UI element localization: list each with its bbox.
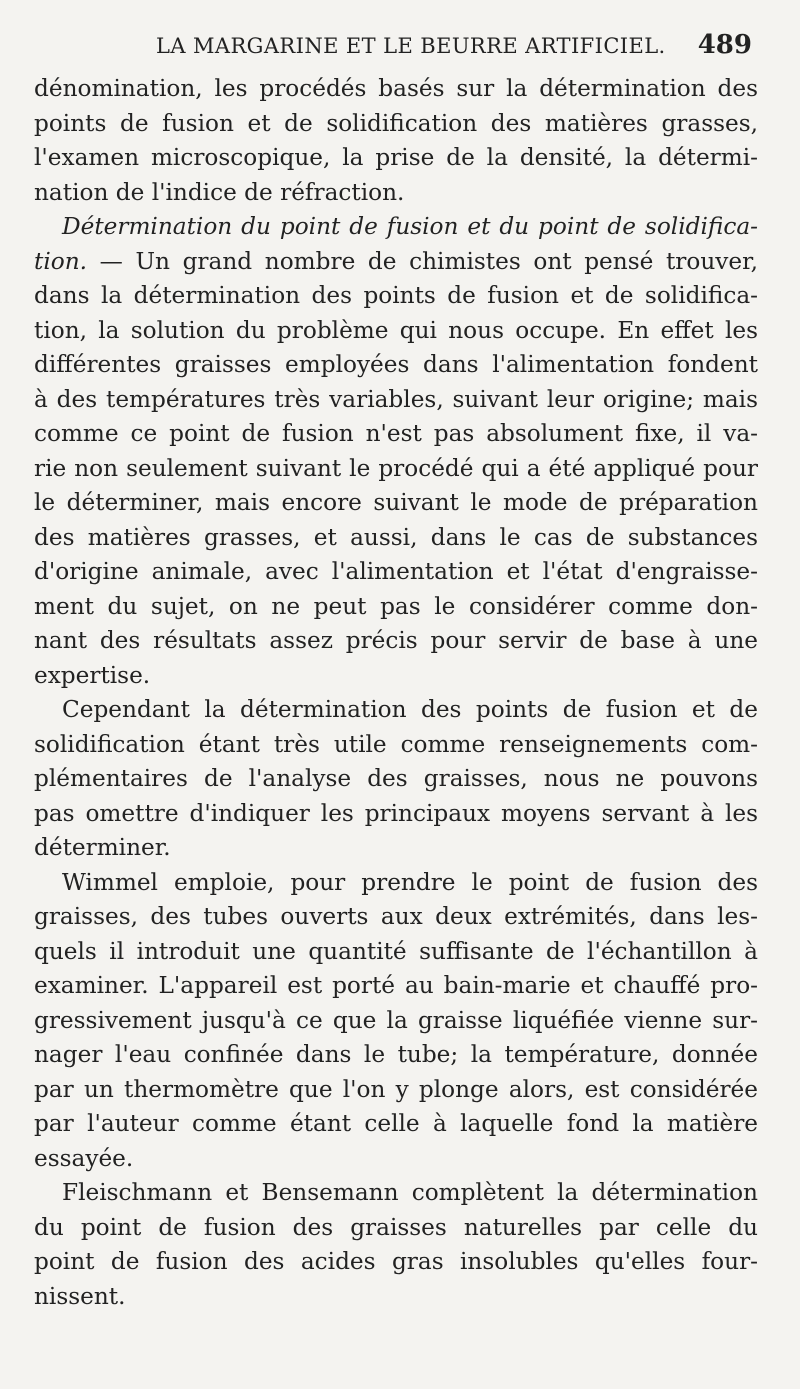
text-line — [34, 107, 758, 142]
text-line-content: des matières grasses, et aussi, dans le cas de substances — [34, 523, 758, 551]
text-line — [34, 762, 758, 797]
running-title: LA MARGARINE ET LE BEURRE ARTIFICIEL. — [156, 34, 666, 58]
section-heading: Détermination du point de fusion et du point de solidifica- — [62, 213, 758, 240]
text-line-content: le déterminer, mais encore suivant le mode de préparation — [34, 489, 758, 516]
text-line-content: Fleischmann et Bensemann complètent la détermination — [62, 1179, 758, 1206]
text-line — [34, 1176, 758, 1211]
text-line — [34, 1004, 758, 1039]
text-line-content: expertise. — [34, 661, 151, 689]
text-line-content: déterminer. — [34, 834, 171, 861]
text-line-content: d'origine animale, avec l'alimentation et l'état d'engraisse- — [34, 558, 758, 585]
text-line — [34, 314, 758, 349]
text-line-content: quels il introduit une quantité suffisante de l'échantillon à — [34, 937, 758, 965]
text-line-content: nant des résultats assez précis pour servir de base à une — [34, 627, 758, 654]
text-line-content: dans la détermination des points de fusion et de solidifica- — [34, 282, 758, 309]
text-line-content: nation de l'indice de réfraction. — [34, 178, 405, 206]
text-line-content: Cependant la détermination des points de fusion et de — [62, 696, 758, 723]
text-line — [34, 521, 758, 556]
text-line — [34, 659, 758, 694]
text-line — [34, 1245, 758, 1280]
text-line — [34, 555, 758, 590]
text-line-content: essayée. — [34, 1144, 134, 1172]
text-line — [34, 245, 758, 280]
text-line — [34, 1280, 758, 1315]
text-line-content: graisses, des tubes ouverts aux deux extrémités, dans les- — [34, 903, 758, 930]
text-line-content: tion, la solution du problème qui nous occupe. En effet les — [34, 316, 758, 344]
text-line — [34, 866, 758, 901]
text-line-content: différentes graisses employées dans l'alimentation fondent — [34, 351, 758, 378]
text-line — [34, 624, 758, 659]
text-line-content: du point de fusion des graisses naturelles par celle du — [34, 1213, 758, 1241]
text-line — [34, 693, 758, 728]
text-line-content: rie non seulement suivant le procédé qui a été appliqué pour — [34, 454, 758, 482]
text-line — [34, 935, 758, 970]
text-line — [34, 728, 758, 763]
text-line-content: Wimmel emploie, pour prendre le point de fusion des — [62, 868, 758, 896]
text-line — [34, 348, 758, 383]
text-line — [34, 797, 758, 832]
text-line — [34, 969, 758, 1004]
text-line — [34, 1107, 758, 1142]
text-line — [34, 486, 758, 521]
running-head — [44, 30, 756, 74]
text-line — [34, 900, 758, 935]
text-line-content: nissent. — [34, 1282, 126, 1310]
text-line — [34, 279, 758, 314]
text-line-content: pas omettre d'indiquer les principaux moyens servant à les — [34, 799, 758, 827]
text-line-content: l'examen microscopique, la prise de la densité, la détermi- — [34, 144, 758, 171]
text-line-content: — Un grand nombre de chimistes ont pensé trouver, — [87, 247, 758, 275]
text-line — [34, 1038, 758, 1073]
text-line — [34, 1142, 758, 1177]
text-line-content: examiner. L'appareil est porté au bain-marie et chauffé pro- — [34, 972, 758, 999]
text-line — [34, 141, 758, 176]
section-heading-line — [34, 210, 758, 245]
text-line-content: plémentaires de l'analyse des graisses, nous ne pouvons — [34, 765, 758, 792]
text-line-content: points de fusion et de solidification des matières grasses, — [34, 109, 758, 137]
text-line-content: ment du sujet, on ne peut pas le considérer comme don- — [34, 592, 758, 620]
text-line — [34, 383, 758, 418]
text-line-content: par un thermomètre que l'on y plonge alors, est considérée — [34, 1075, 758, 1103]
text-line-content: solidification étant très utile comme renseignements com- — [34, 730, 758, 758]
body-text — [34, 72, 758, 1314]
text-line — [34, 176, 758, 211]
text-line-content: comme ce point de fusion n'est pas absolument fixe, il va- — [34, 420, 758, 447]
text-line — [34, 1073, 758, 1108]
text-line-content: dénomination, les procédés basés sur la détermination des — [34, 75, 758, 102]
text-line-content: gressivement jusqu'à ce que la graisse liquéfiée vienne sur- — [34, 1006, 758, 1034]
text-line — [34, 72, 758, 107]
text-line — [34, 590, 758, 625]
text-line — [34, 831, 758, 866]
text-line — [34, 1211, 758, 1246]
text-line-content: par l'auteur comme étant celle à laquelle fond la matière — [34, 1110, 758, 1137]
text-line — [34, 452, 758, 487]
text-line-content: nager l'eau confinée dans le tube; la température, donnée — [34, 1041, 758, 1068]
text-line-content: à des températures très variables, suivant leur origine; mais — [34, 385, 758, 413]
section-heading-end: tion. — [34, 247, 87, 275]
page-number: 489 — [697, 30, 752, 60]
text-line-content: point de fusion des acides gras insolubles qu'elles four- — [34, 1248, 758, 1275]
text-line — [34, 417, 758, 452]
